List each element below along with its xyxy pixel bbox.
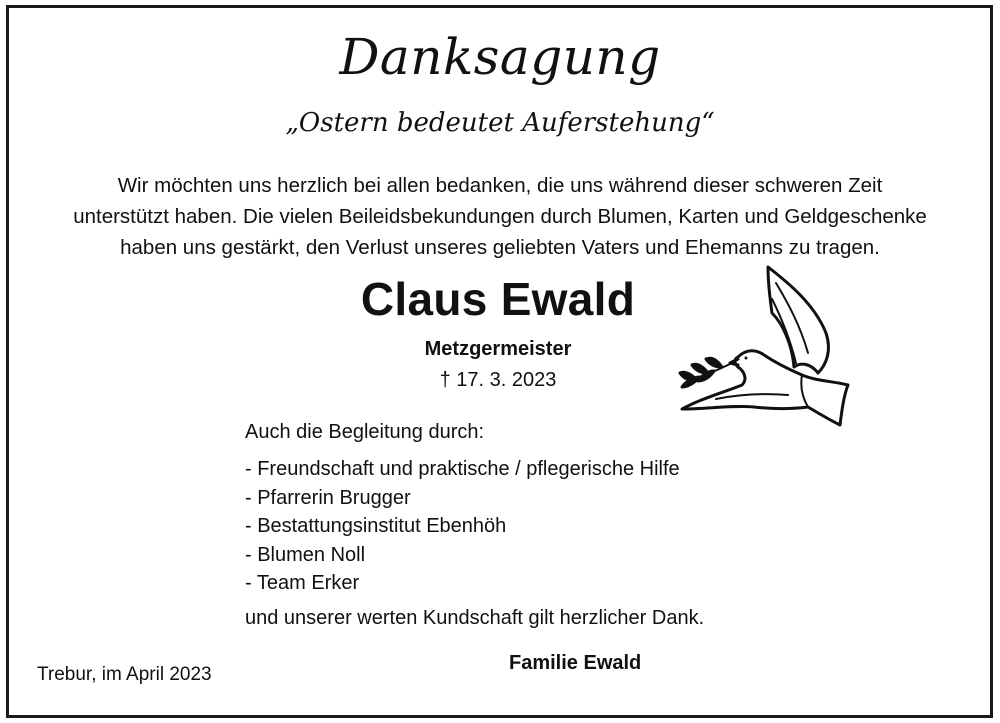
dove-tail-line bbox=[801, 375, 808, 407]
list-item: - Team Erker bbox=[245, 572, 360, 595]
death-date: † 17. 3. 2023 bbox=[439, 369, 557, 391]
list-item: - Freundschaft und praktische / pflegerische Hilfe bbox=[245, 458, 680, 480]
deceased-name: Claus Ewald bbox=[360, 273, 636, 325]
list-item: - Pfarrerin Brugger bbox=[245, 486, 411, 509]
place-date: Trebur, im April 2023 bbox=[37, 664, 212, 685]
dove-with-olive-branch-icon bbox=[676, 263, 852, 433]
thanks-intro: Auch die Begleitung durch: bbox=[245, 421, 485, 443]
dove-eye bbox=[745, 357, 748, 360]
intro-paragraph bbox=[30, 170, 970, 263]
list-item: - Blumen Noll bbox=[245, 543, 366, 566]
list-item: - Bestattungsinstitut Ebenhöh bbox=[245, 515, 507, 538]
dove-lower-wing bbox=[716, 394, 788, 399]
family-signature: Familie Ewald bbox=[509, 652, 642, 674]
thanks-list bbox=[245, 455, 680, 598]
notice-motto: „Ostern bedeutet Auferstehung“ bbox=[285, 108, 715, 138]
intro-line: unterstützt haben. Die vielen Beileidsbekundungen durch Blumen, Karten und Geldgeschenke bbox=[73, 205, 927, 228]
deceased-profession: Metzgermeister bbox=[424, 338, 572, 360]
olive-branch bbox=[680, 358, 732, 387]
intro-line: haben uns gestärkt, den Verlust unseres geliebten Vaters und Ehemanns zu tragen. bbox=[120, 236, 880, 259]
notice-title: Danksagung bbox=[339, 28, 661, 86]
intro-line: Wir möchten uns herzlich bei allen bedanken, die uns während dieser schweren Zeit bbox=[117, 174, 883, 197]
thanks-outro: und unserer werten Kundschaft gilt herzlicher Dank. bbox=[245, 607, 705, 629]
